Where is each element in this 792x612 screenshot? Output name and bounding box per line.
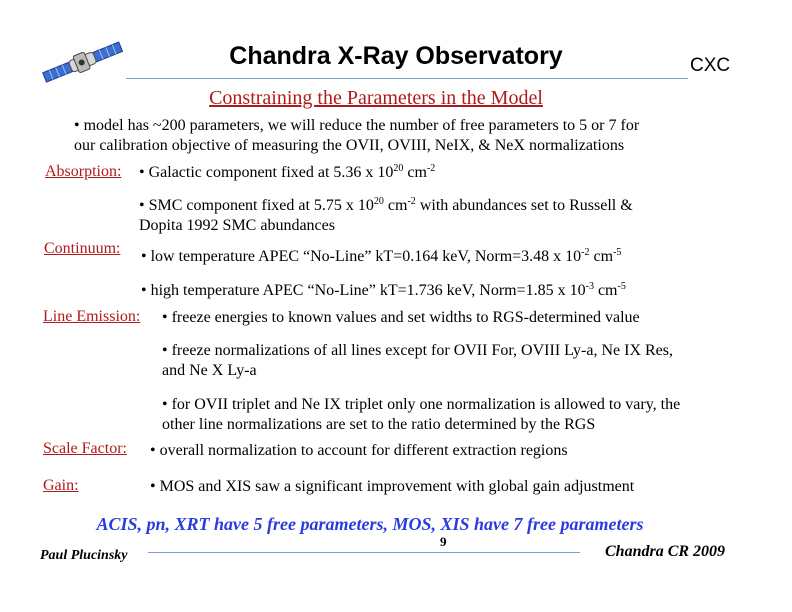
slide-subtitle: Constraining the Parameters in the Model <box>209 87 543 109</box>
scale-factor-bullet: • overall normalization to account for different extraction regions <box>150 442 568 459</box>
line-emission-bullet-normalizations: • freeze normalizations of all lines except for OVII For, OVIII Ly-a, Ne IX Res, and Ne X Ly-a <box>162 342 673 379</box>
intro-line-1: • model has ~200 parameters, we will reduce the number of free parameters to 5 or 7 for <box>74 117 640 134</box>
conference-name: Chandra CR 2009 <box>605 543 726 560</box>
line-emission-label: Line Emission: <box>43 308 141 325</box>
header-divider <box>126 78 688 79</box>
absorption-bullet-smc: • SMC component fixed at 5.75 x $10^{20}$ $cm^{-2}$ with abundances set to Russell & Dopita 1992 SMC abundances <box>139 196 633 234</box>
gain-label: Gain: <box>43 477 79 494</box>
line-emission-bullet-triplets: • for OVII triplet and Ne IX triplet only one normalization is allowed to vary, the other line normalizations are set to the ratio determined by the RGS <box>162 396 681 433</box>
footer-divider <box>148 552 580 553</box>
continuum-bullet-high: • high temperature APEC “No-Line” kT=1.736 keV, Norm=1.85 x $10^{-3}$ $cm^{-5}$ <box>141 281 626 299</box>
absorption-bullet-galactic: • Galactic component fixed at 5.36 x $10^{20}$ $cm^{-2}$ <box>139 163 436 181</box>
page-number: 9 <box>440 534 447 549</box>
intro-line-2: our calibration objective of measuring the OVII, OVIII, NeIX, & NeX normalizations <box>74 137 625 154</box>
scale-factor-label: Scale Factor: <box>43 440 127 457</box>
closing-statement: ACIS, pn, XRT have 5 free parameters, MOS, XIS have 7 free parameters <box>96 514 644 534</box>
intro-text <box>74 116 639 156</box>
line-emission-bullet-energies: • freeze energies to known values and set widths to RGS-determined value <box>162 309 640 326</box>
continuum-bullet-low: • low temperature APEC “No-Line” kT=0.164 keV, Norm=3.48 x $10^{-2}$ $cm^{-5}$ <box>141 247 622 265</box>
absorption-label: Absorption: <box>45 163 122 180</box>
continuum-label: Continuum: <box>44 240 121 257</box>
gain-bullet: • MOS and XIS saw a significant improvement with global gain adjustment <box>150 478 635 495</box>
org-label: CXC <box>690 55 731 76</box>
page-title: Chandra X-Ray Observatory <box>229 42 563 70</box>
author-name: Paul Plucinsky <box>40 548 128 563</box>
